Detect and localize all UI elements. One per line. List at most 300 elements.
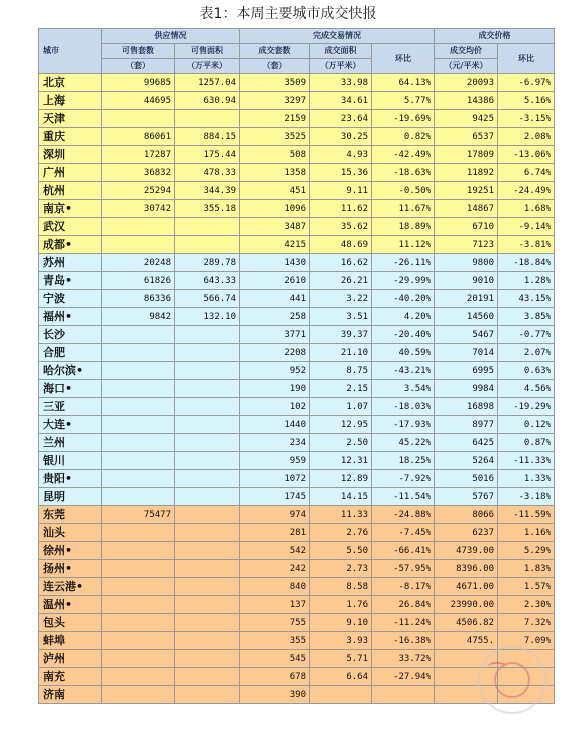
- price-ring-cell: -13.06%: [498, 146, 555, 164]
- avail-area-cell: [175, 434, 240, 452]
- deal-ring-cell: -19.69%: [372, 110, 435, 128]
- deal-area-cell: 8.58: [310, 578, 372, 596]
- deal-area-cell: 30.25: [310, 128, 372, 146]
- deal-area-cell: 48.69: [310, 236, 372, 254]
- price-ring-cell: 0.87%: [498, 434, 555, 452]
- avail-units-cell: [102, 470, 175, 488]
- deal-area-cell: 1.07: [310, 398, 372, 416]
- price-ring-cell: 1.16%: [498, 524, 555, 542]
- deal-units-cell: 1358: [240, 164, 310, 182]
- avail-area-cell: [175, 326, 240, 344]
- header-avg-price: 成交均价: [435, 44, 498, 59]
- deal-area-cell: 11.62: [310, 200, 372, 218]
- header-price-group: 成交价格: [435, 29, 555, 44]
- table-row: [39, 506, 555, 524]
- avail-area-cell: 630.94: [175, 92, 240, 110]
- avail-area-cell: [175, 596, 240, 614]
- table-row: [39, 542, 555, 560]
- table-row: [39, 344, 555, 362]
- deal-area-cell: 5.50: [310, 542, 372, 560]
- avail-units-cell: [102, 452, 175, 470]
- avail-units-cell: 99685: [102, 74, 175, 92]
- header-deal-group: 完成交易情况: [240, 29, 435, 44]
- deal-area-cell: 26.21: [310, 272, 372, 290]
- avg-price-cell: 4671.00: [435, 578, 498, 596]
- deal-units-cell: 959: [240, 452, 310, 470]
- city-cell: 徐州•: [39, 542, 102, 560]
- table-row: [39, 578, 555, 596]
- header-deal-area-unit: （万平米）: [310, 59, 372, 74]
- avail-area-cell: 884.15: [175, 128, 240, 146]
- table-row: [39, 308, 555, 326]
- deal-area-cell: 2.15: [310, 380, 372, 398]
- table-row: [39, 470, 555, 488]
- deal-ring-cell: 33.72%: [372, 650, 435, 668]
- deal-units-cell: 1430: [240, 254, 310, 272]
- header-deal-ring: 环比: [372, 44, 435, 74]
- avg-price-cell: 9984: [435, 380, 498, 398]
- city-cell: 深圳: [39, 146, 102, 164]
- avg-price-cell: 4755.: [435, 632, 498, 650]
- header-avail-units: 可售套数: [102, 44, 175, 59]
- deal-area-cell: 5.71: [310, 650, 372, 668]
- avail-units-cell: 30742: [102, 200, 175, 218]
- deal-ring-cell: -16.38%: [372, 632, 435, 650]
- city-cell: 济南: [39, 686, 102, 704]
- avail-area-cell: 175.44: [175, 146, 240, 164]
- deal-ring-cell: [372, 686, 435, 704]
- city-cell: 重庆: [39, 128, 102, 146]
- deal-units-cell: 1745: [240, 488, 310, 506]
- avail-area-cell: 478.33: [175, 164, 240, 182]
- price-ring-cell: 43.15%: [498, 290, 555, 308]
- avg-price-cell: [435, 650, 498, 668]
- avail-area-cell: [175, 560, 240, 578]
- avail-units-cell: [102, 632, 175, 650]
- deal-units-cell: 2159: [240, 110, 310, 128]
- avail-units-cell: 36832: [102, 164, 175, 182]
- deal-units-cell: 1440: [240, 416, 310, 434]
- table-row: [39, 110, 555, 128]
- table-row: [39, 128, 555, 146]
- price-ring-cell: 2.30%: [498, 596, 555, 614]
- deal-units-cell: 355: [240, 632, 310, 650]
- price-ring-cell: 2.08%: [498, 128, 555, 146]
- avail-units-cell: [102, 344, 175, 362]
- avg-price-cell: 6537: [435, 128, 498, 146]
- deal-area-cell: 3.51: [310, 308, 372, 326]
- price-ring-cell: 5.16%: [498, 92, 555, 110]
- avail-area-cell: [175, 632, 240, 650]
- city-cell: 武汉: [39, 218, 102, 236]
- table-title: 表1：本周主要城市成交快报: [199, 6, 377, 22]
- avail-units-cell: [102, 398, 175, 416]
- avail-area-cell: [175, 650, 240, 668]
- deal-units-cell: 234: [240, 434, 310, 452]
- header-city: 城市: [39, 29, 102, 74]
- city-cell: 青岛•: [39, 272, 102, 290]
- deal-ring-cell: 3.54%: [372, 380, 435, 398]
- avail-area-cell: [175, 668, 240, 686]
- deal-ring-cell: 18.25%: [372, 452, 435, 470]
- price-ring-cell: -3.18%: [498, 488, 555, 506]
- deal-units-cell: 1096: [240, 200, 310, 218]
- table-row: [39, 182, 555, 200]
- table-row: [39, 326, 555, 344]
- price-ring-cell: 2.07%: [498, 344, 555, 362]
- price-ring-cell: 4.56%: [498, 380, 555, 398]
- deal-ring-cell: -57.95%: [372, 560, 435, 578]
- avail-units-cell: 44695: [102, 92, 175, 110]
- price-ring-cell: 3.85%: [498, 308, 555, 326]
- deal-units-cell: 390: [240, 686, 310, 704]
- avg-price-cell: 5016: [435, 470, 498, 488]
- table-row: [39, 488, 555, 506]
- deal-area-cell: 6.64: [310, 668, 372, 686]
- deal-ring-cell: -43.21%: [372, 362, 435, 380]
- table-row: [39, 146, 555, 164]
- deal-area-cell: 12.95: [310, 416, 372, 434]
- city-cell: 兰州: [39, 434, 102, 452]
- avail-area-cell: [175, 686, 240, 704]
- price-ring-cell: 1.57%: [498, 578, 555, 596]
- deal-ring-cell: 26.84%: [372, 596, 435, 614]
- deal-area-cell: 2.50: [310, 434, 372, 452]
- table-row: [39, 632, 555, 650]
- avg-price-cell: 14560: [435, 308, 498, 326]
- avg-price-cell: 4739.00: [435, 542, 498, 560]
- avg-price-cell: 8396.00: [435, 560, 498, 578]
- avail-units-cell: [102, 380, 175, 398]
- deal-area-cell: 23.64: [310, 110, 372, 128]
- deal-ring-cell: -11.54%: [372, 488, 435, 506]
- avg-price-cell: [435, 668, 498, 686]
- avail-units-cell: [102, 218, 175, 236]
- city-cell: 福州•: [39, 308, 102, 326]
- table-row: [39, 398, 555, 416]
- deal-ring-cell: -18.03%: [372, 398, 435, 416]
- city-cell: 海口•: [39, 380, 102, 398]
- deal-ring-cell: -17.93%: [372, 416, 435, 434]
- deal-units-cell: 258: [240, 308, 310, 326]
- deal-ring-cell: -7.92%: [372, 470, 435, 488]
- deal-units-cell: 4215: [240, 236, 310, 254]
- deal-units-cell: 542: [240, 542, 310, 560]
- avail-area-cell: [175, 110, 240, 128]
- avg-price-cell: 5767: [435, 488, 498, 506]
- city-deals-table: [38, 28, 555, 704]
- city-cell: 汕头: [39, 524, 102, 542]
- avg-price-cell: 14386: [435, 92, 498, 110]
- avail-area-cell: 1257.04: [175, 74, 240, 92]
- city-cell: 大连•: [39, 416, 102, 434]
- deal-ring-cell: -7.45%: [372, 524, 435, 542]
- deal-area-cell: 15.36: [310, 164, 372, 182]
- deal-area-cell: 39.37: [310, 326, 372, 344]
- table-row: [39, 650, 555, 668]
- avg-price-cell: 6995: [435, 362, 498, 380]
- deal-ring-cell: 0.82%: [372, 128, 435, 146]
- avg-price-cell: 20093: [435, 74, 498, 92]
- table-body: [39, 74, 555, 704]
- header-avail-area-unit: （万平米）: [175, 59, 240, 74]
- price-ring-cell: 1.28%: [498, 272, 555, 290]
- deal-area-cell: 34.61: [310, 92, 372, 110]
- deal-ring-cell: -8.17%: [372, 578, 435, 596]
- deal-units-cell: 678: [240, 668, 310, 686]
- avail-area-cell: 344.39: [175, 182, 240, 200]
- avg-price-cell: 19251: [435, 182, 498, 200]
- deal-units-cell: 190: [240, 380, 310, 398]
- deal-area-cell: 4.93: [310, 146, 372, 164]
- deal-units-cell: 451: [240, 182, 310, 200]
- avail-area-cell: [175, 614, 240, 632]
- header-deal-units: 成交套数: [240, 44, 310, 59]
- avail-area-cell: [175, 470, 240, 488]
- deal-units-cell: 3771: [240, 326, 310, 344]
- avg-price-cell: 5264: [435, 452, 498, 470]
- deal-area-cell: 35.62: [310, 218, 372, 236]
- table-row: [39, 380, 555, 398]
- deal-area-cell: 2.73: [310, 560, 372, 578]
- city-cell: 银川: [39, 452, 102, 470]
- avail-units-cell: [102, 110, 175, 128]
- deal-units-cell: 952: [240, 362, 310, 380]
- table-row: [39, 362, 555, 380]
- avg-price-cell: 9425: [435, 110, 498, 128]
- avg-price-cell: 9010: [435, 272, 498, 290]
- avail-area-cell: [175, 380, 240, 398]
- avail-area-cell: [175, 542, 240, 560]
- deal-units-cell: 840: [240, 578, 310, 596]
- city-cell: 成都•: [39, 236, 102, 254]
- deal-area-cell: 2.76: [310, 524, 372, 542]
- price-ring-cell: 1.83%: [498, 560, 555, 578]
- price-ring-cell: 0.12%: [498, 416, 555, 434]
- city-cell: 苏州: [39, 254, 102, 272]
- price-ring-cell: 1.68%: [498, 200, 555, 218]
- price-ring-cell: -0.77%: [498, 326, 555, 344]
- deal-ring-cell: -42.49%: [372, 146, 435, 164]
- city-cell: 哈尔滨•: [39, 362, 102, 380]
- avail-area-cell: [175, 578, 240, 596]
- avail-area-cell: [175, 416, 240, 434]
- avail-area-cell: [175, 524, 240, 542]
- table-row: [39, 686, 555, 704]
- city-cell: 南充: [39, 668, 102, 686]
- deal-area-cell: 1.76: [310, 596, 372, 614]
- avg-price-cell: 7014: [435, 344, 498, 362]
- deal-area-cell: 21.10: [310, 344, 372, 362]
- price-ring-cell: 1.33%: [498, 470, 555, 488]
- city-cell: 蚌埠: [39, 632, 102, 650]
- table-row: [39, 164, 555, 182]
- avail-area-cell: [175, 398, 240, 416]
- avail-units-cell: [102, 524, 175, 542]
- deal-ring-cell: -29.99%: [372, 272, 435, 290]
- price-ring-cell: -6.97%: [498, 74, 555, 92]
- deal-units-cell: 3525: [240, 128, 310, 146]
- deal-ring-cell: 45.22%: [372, 434, 435, 452]
- table-row: [39, 668, 555, 686]
- avail-units-cell: 20248: [102, 254, 175, 272]
- header-avail-units-unit: （套）: [102, 59, 175, 74]
- avg-price-cell: 23990.00: [435, 596, 498, 614]
- deal-area-cell: 3.93: [310, 632, 372, 650]
- price-ring-cell: [498, 650, 555, 668]
- deal-ring-cell: -24.88%: [372, 506, 435, 524]
- avail-units-cell: 86061: [102, 128, 175, 146]
- price-ring-cell: -19.29%: [498, 398, 555, 416]
- avail-area-cell: 566.74: [175, 290, 240, 308]
- avg-price-cell: 9800: [435, 254, 498, 272]
- price-ring-cell: 7.32%: [498, 614, 555, 632]
- deal-units-cell: 102: [240, 398, 310, 416]
- deal-units-cell: 755: [240, 614, 310, 632]
- table-row: [39, 524, 555, 542]
- price-ring-cell: -11.33%: [498, 452, 555, 470]
- deal-units-cell: 137: [240, 596, 310, 614]
- deal-ring-cell: 4.20%: [372, 308, 435, 326]
- city-cell: 北京: [39, 74, 102, 92]
- price-ring-cell: 5.29%: [498, 542, 555, 560]
- deal-units-cell: 242: [240, 560, 310, 578]
- city-cell: 贵阳•: [39, 470, 102, 488]
- avail-units-cell: [102, 614, 175, 632]
- avail-units-cell: [102, 686, 175, 704]
- deal-ring-cell: -18.63%: [372, 164, 435, 182]
- avail-area-cell: [175, 488, 240, 506]
- avail-units-cell: [102, 434, 175, 452]
- price-ring-cell: -24.49%: [498, 182, 555, 200]
- avail-units-cell: [102, 236, 175, 254]
- deal-area-cell: 11.33: [310, 506, 372, 524]
- deal-area-cell: 33.98: [310, 74, 372, 92]
- deal-ring-cell: 18.89%: [372, 218, 435, 236]
- price-ring-cell: 6.74%: [498, 164, 555, 182]
- deal-units-cell: 545: [240, 650, 310, 668]
- header-avg-price-unit: （元/平米）: [435, 59, 498, 74]
- avg-price-cell: 6425: [435, 434, 498, 452]
- table-row: [39, 452, 555, 470]
- price-ring-cell: -3.81%: [498, 236, 555, 254]
- city-cell: 泸州: [39, 650, 102, 668]
- table-row: [39, 560, 555, 578]
- city-cell: 东莞: [39, 506, 102, 524]
- deal-units-cell: 441: [240, 290, 310, 308]
- avail-units-cell: [102, 650, 175, 668]
- avg-price-cell: 6710: [435, 218, 498, 236]
- avail-units-cell: [102, 596, 175, 614]
- deal-units-cell: 281: [240, 524, 310, 542]
- price-ring-cell: 0.63%: [498, 362, 555, 380]
- avg-price-cell: 11892: [435, 164, 498, 182]
- avail-units-cell: [102, 326, 175, 344]
- deal-ring-cell: 11.67%: [372, 200, 435, 218]
- city-cell: 上海: [39, 92, 102, 110]
- deal-ring-cell: 64.13%: [372, 74, 435, 92]
- avail-area-cell: 289.78: [175, 254, 240, 272]
- city-cell: 包头: [39, 614, 102, 632]
- deal-area-cell: 3.22: [310, 290, 372, 308]
- avail-units-cell: 75477: [102, 506, 175, 524]
- deal-ring-cell: -11.24%: [372, 614, 435, 632]
- deal-ring-cell: -27.94%: [372, 668, 435, 686]
- deal-ring-cell: 5.77%: [372, 92, 435, 110]
- avail-area-cell: [175, 236, 240, 254]
- table-row: [39, 218, 555, 236]
- avg-price-cell: 8977: [435, 416, 498, 434]
- deal-area-cell: 9.11: [310, 182, 372, 200]
- table-header: [39, 29, 555, 74]
- header-supply-group: 供应情况: [102, 29, 240, 44]
- deal-units-cell: 3297: [240, 92, 310, 110]
- avg-price-cell: [435, 686, 498, 704]
- deal-ring-cell: 40.59%: [372, 344, 435, 362]
- header-avail-area: 可售面积: [175, 44, 240, 59]
- table-row: [39, 254, 555, 272]
- avg-price-cell: 20191: [435, 290, 498, 308]
- table-row: [39, 290, 555, 308]
- price-ring-cell: -3.15%: [498, 110, 555, 128]
- avail-units-cell: 17287: [102, 146, 175, 164]
- deal-area-cell: 16.62: [310, 254, 372, 272]
- city-cell: 天津: [39, 110, 102, 128]
- price-ring-cell: 7.09%: [498, 632, 555, 650]
- avg-price-cell: 7123: [435, 236, 498, 254]
- avail-area-cell: 643.33: [175, 272, 240, 290]
- avail-units-cell: 25294: [102, 182, 175, 200]
- table-row: [39, 74, 555, 92]
- avail-area-cell: [175, 452, 240, 470]
- city-cell: 温州•: [39, 596, 102, 614]
- avail-units-cell: 61826: [102, 272, 175, 290]
- deal-ring-cell: -26.11%: [372, 254, 435, 272]
- city-cell: 合肥: [39, 344, 102, 362]
- table-row: [39, 92, 555, 110]
- city-deals-table-frame: [38, 28, 554, 728]
- deal-area-cell: 12.89: [310, 470, 372, 488]
- header-price-ring: 环比: [498, 44, 555, 74]
- table-row: [39, 596, 555, 614]
- deal-ring-cell: -20.40%: [372, 326, 435, 344]
- table-row: [39, 614, 555, 632]
- deal-ring-cell: 11.12%: [372, 236, 435, 254]
- deal-ring-cell: -40.20%: [372, 290, 435, 308]
- price-ring-cell: -9.14%: [498, 218, 555, 236]
- avail-area-cell: [175, 506, 240, 524]
- avail-area-cell: [175, 218, 240, 236]
- deal-units-cell: 508: [240, 146, 310, 164]
- deal-units-cell: 2610: [240, 272, 310, 290]
- avg-price-cell: 4506.82: [435, 614, 498, 632]
- avail-units-cell: [102, 416, 175, 434]
- deal-ring-cell: -0.50%: [372, 182, 435, 200]
- city-cell: 广州: [39, 164, 102, 182]
- avg-price-cell: 6237: [435, 524, 498, 542]
- header-deal-units-unit: （套）: [240, 59, 310, 74]
- avg-price-cell: 16898: [435, 398, 498, 416]
- avail-units-cell: [102, 488, 175, 506]
- avg-price-cell: 14867: [435, 200, 498, 218]
- table-row: [39, 200, 555, 218]
- avail-units-cell: [102, 560, 175, 578]
- avail-area-cell: [175, 362, 240, 380]
- avail-area-cell: 355.18: [175, 200, 240, 218]
- avail-area-cell: [175, 344, 240, 362]
- avail-units-cell: [102, 578, 175, 596]
- deal-area-cell: 8.75: [310, 362, 372, 380]
